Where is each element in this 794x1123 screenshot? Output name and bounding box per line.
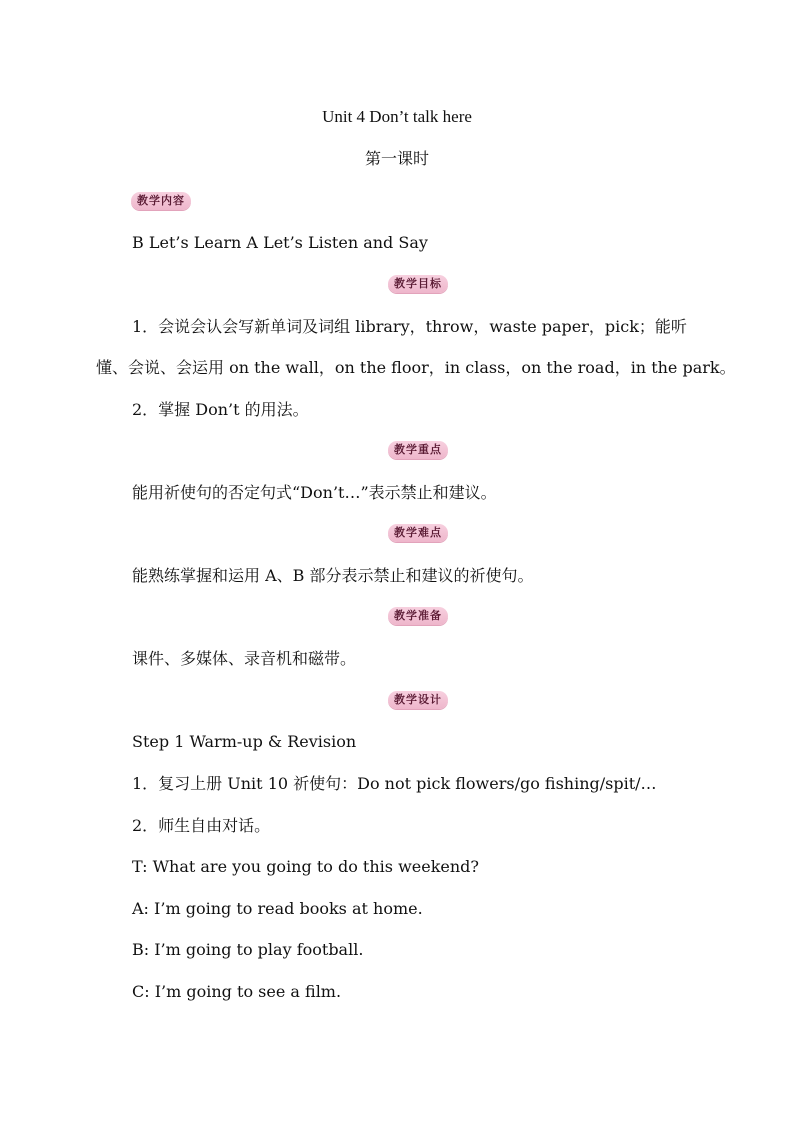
lesson-title: Unit 4 Don’t talk here [322, 107, 472, 126]
difficulties-text: 能熟练掌握和运用 A、B 部分表示禁止和建议的祈使句。 [132, 566, 534, 585]
dialog-line: C: I’m going to see a film. [132, 982, 342, 1001]
lesson-subtitle: 第一课时 [364, 149, 429, 168]
section-badge-design: 教学设计 [388, 691, 448, 709]
section-badge-difficulties: 教学难点 [388, 524, 448, 542]
section-badge-goals: 教学目标 [388, 275, 448, 293]
preparation-text: 课件、多媒体、录音机和磁带。 [132, 649, 357, 668]
section-badge-content: 教学内容 [131, 192, 191, 210]
dialog-line: B: I’m going to play football. [132, 940, 364, 959]
section-badge-preparation: 教学准备 [388, 607, 448, 625]
key-points-text: 能用祈使句的否定句式“Don’t…”表示禁止和建议。 [132, 483, 497, 502]
goals-line-1: 1．会说会认会写新单词及词组 library，throw，waste paper，pick；能听 [132, 317, 687, 336]
content-text: B Let’s Learn A Let’s Listen and Say [132, 233, 428, 252]
design-item-1: 1．复习上册 Unit 10 祈使句：Do not pick flowers/go fishing/spit/… [132, 774, 657, 793]
goals-line-2: 懂、会说、会运用 on the wall，on the floor，in class，on the road，in the park。 [96, 358, 736, 377]
section-badge-key-points: 教学重点 [388, 441, 448, 459]
dialog-line: T: What are you going to do this weekend? [132, 857, 479, 876]
dialog-line: A: I’m going to read books at home. [132, 899, 423, 918]
design-step-1: Step 1 Warm-up & Revision [132, 732, 357, 751]
goals-line-3: 2．掌握 Don’t 的用法。 [132, 400, 309, 419]
design-item-2: 2．师生自由对话。 [132, 816, 271, 835]
